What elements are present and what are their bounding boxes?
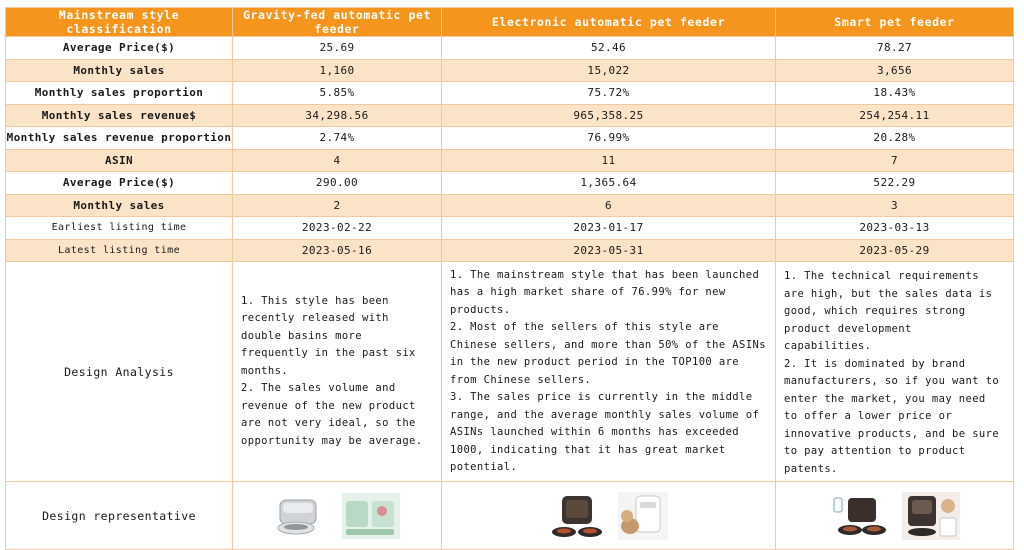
analysis-point: 2. The sales volume and revenue of the new product are not very ideal, so the opportunity may be average. bbox=[241, 382, 423, 447]
cell-electronic: 15,022 bbox=[442, 59, 776, 82]
design-analysis-label: Design Analysis bbox=[6, 262, 233, 482]
cell-smart: 254,254.11 bbox=[776, 104, 1014, 127]
analysis-point: 1. This style has been recently released with double basins more frequently in the past six months. bbox=[241, 294, 416, 377]
header-classification: Mainstream style classification bbox=[6, 8, 233, 37]
design-analysis-row bbox=[6, 262, 1014, 482]
row-label: Monthly sales revenue$ bbox=[6, 104, 233, 127]
cell-electronic: 2023-01-17 bbox=[442, 217, 776, 240]
table-row bbox=[6, 104, 1014, 127]
analysis-point: 2. It is dominated by brand manufacturers, so if you want to enter the market, you may need to offer a lower price or innovative products, and be sure to pay attention to product patents. bbox=[784, 357, 1000, 475]
cell-gravity: 25.69 bbox=[233, 37, 442, 60]
cell-gravity: 2023-02-22 bbox=[233, 217, 442, 240]
gravity-feeder-photo bbox=[342, 493, 400, 539]
cell-gravity: 2.74% bbox=[233, 127, 442, 150]
cell-electronic: 6 bbox=[442, 194, 776, 217]
design-representative-row bbox=[6, 482, 1014, 550]
header-row bbox=[6, 8, 1014, 37]
header-electronic: Electronic automatic pet feeder bbox=[442, 8, 776, 37]
cell-smart: 3,656 bbox=[776, 59, 1014, 82]
gravity-feeder-image bbox=[274, 494, 328, 538]
design-representative-label: Design representative bbox=[6, 482, 233, 550]
analysis-point: 1. The technical requirements are high, but the sales data is good, which requires strong product development capabilities. bbox=[784, 270, 993, 352]
gravity-product-images bbox=[233, 482, 442, 550]
cell-electronic: 1,365.64 bbox=[442, 172, 776, 195]
cell-gravity: 290.00 bbox=[233, 172, 442, 195]
analysis-point: 2. Most of the sellers of this style are Chinese sellers, and more than 50% of the ASINs in the new product period in the TOP100 are from Chinese sellers. bbox=[450, 321, 766, 386]
electronic-product-images bbox=[442, 482, 776, 550]
table-row bbox=[6, 172, 1014, 195]
row-label: Average Price($) bbox=[6, 172, 233, 195]
table-row bbox=[6, 82, 1014, 105]
smart-feeder-image bbox=[830, 492, 888, 540]
analysis-point: 1. The mainstream style that has been launched has a high market share of 76.99% for new products. bbox=[450, 268, 760, 316]
cell-smart: 78.27 bbox=[776, 37, 1014, 60]
design-analysis-electronic bbox=[442, 262, 776, 482]
cell-smart: 7 bbox=[776, 149, 1014, 172]
cell-gravity: 2023-05-16 bbox=[233, 239, 442, 262]
pet-feeder-comparison-table bbox=[5, 7, 1014, 550]
electronic-feeder-photo bbox=[618, 492, 668, 540]
row-label: Monthly sales bbox=[6, 59, 233, 82]
table-row bbox=[6, 217, 1014, 240]
table-row bbox=[6, 194, 1014, 217]
row-label: ASIN bbox=[6, 149, 233, 172]
cell-gravity: 4 bbox=[233, 149, 442, 172]
smart-product-images bbox=[776, 482, 1014, 550]
cell-gravity: 2 bbox=[233, 194, 442, 217]
smart-feeder-photo bbox=[902, 492, 960, 540]
table-row bbox=[6, 239, 1014, 262]
design-analysis-smart bbox=[776, 262, 1014, 482]
cell-smart: 18.43% bbox=[776, 82, 1014, 105]
table-row bbox=[6, 149, 1014, 172]
table-row bbox=[6, 127, 1014, 150]
row-label: Monthly sales revenue proportion bbox=[6, 127, 233, 150]
cell-gravity: 1,160 bbox=[233, 59, 442, 82]
cell-smart: 3 bbox=[776, 194, 1014, 217]
table-row bbox=[6, 59, 1014, 82]
cell-smart: 2023-03-13 bbox=[776, 217, 1014, 240]
cell-smart: 2023-05-29 bbox=[776, 239, 1014, 262]
row-label: Latest listing time bbox=[6, 239, 233, 262]
row-label: Average Price($) bbox=[6, 37, 233, 60]
cell-gravity: 34,298.56 bbox=[233, 104, 442, 127]
table-row bbox=[6, 37, 1014, 60]
row-label: Earliest listing time bbox=[6, 217, 233, 240]
header-gravity: Gravity-fed automatic pet feeder bbox=[233, 8, 442, 37]
analysis-point: 3. The sales price is currently in the middle range, and the average monthly sales volume of ASINs launched within 6 months has exceeded 1000, indicating that it has great market potential. bbox=[450, 391, 760, 473]
design-analysis-gravity bbox=[233, 262, 442, 482]
row-label: Monthly sales proportion bbox=[6, 82, 233, 105]
cell-electronic: 52.46 bbox=[442, 37, 776, 60]
cell-electronic: 75.72% bbox=[442, 82, 776, 105]
header-smart: Smart pet feeder bbox=[776, 8, 1014, 37]
cell-electronic: 2023-05-31 bbox=[442, 239, 776, 262]
cell-smart: 20.28% bbox=[776, 127, 1014, 150]
row-label: Monthly sales bbox=[6, 194, 233, 217]
cell-electronic: 965,358.25 bbox=[442, 104, 776, 127]
cell-gravity: 5.85% bbox=[233, 82, 442, 105]
cell-electronic: 76.99% bbox=[442, 127, 776, 150]
cell-electronic: 11 bbox=[442, 149, 776, 172]
cell-smart: 522.29 bbox=[776, 172, 1014, 195]
electronic-feeder-image bbox=[550, 492, 604, 540]
